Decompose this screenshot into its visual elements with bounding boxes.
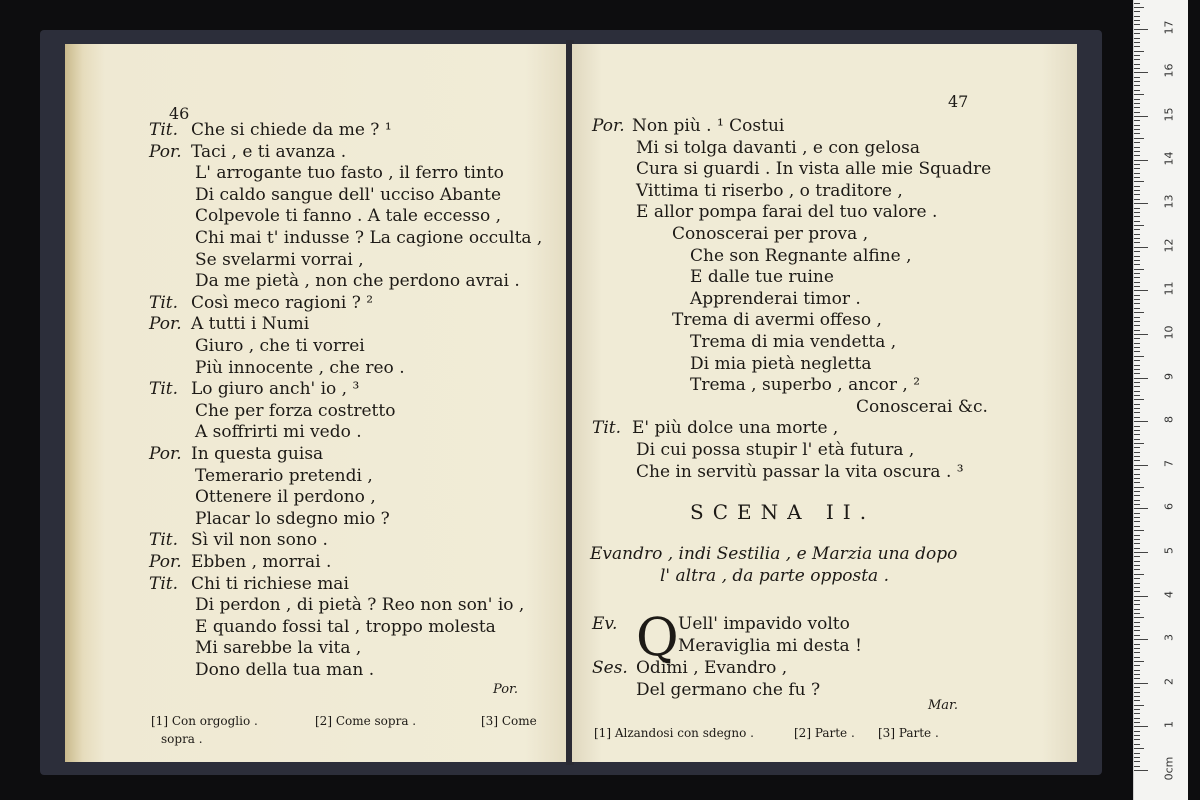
ruler-tick — [1134, 609, 1140, 610]
verse-line: Temerario pretendi , — [195, 465, 373, 486]
ruler-tick — [1134, 613, 1140, 614]
ruler-tick — [1134, 273, 1140, 274]
ruler-tick — [1134, 543, 1140, 544]
verse-line: Se svelarmi vorrai , — [195, 249, 364, 270]
ruler-tick — [1134, 38, 1140, 39]
measuring-ruler — [1133, 0, 1188, 800]
ruler-tick — [1134, 417, 1140, 418]
ruler-tick — [1134, 474, 1140, 475]
ruler-tick — [1134, 116, 1148, 117]
ruler-tick — [1134, 77, 1140, 78]
ruler-tick — [1134, 242, 1140, 243]
ruler-tick — [1134, 177, 1140, 178]
ruler-tick — [1134, 360, 1140, 361]
ruler-tick — [1134, 90, 1140, 91]
verse-line: Placar lo sdegno mio ? — [195, 508, 390, 529]
verse-line: Che in servitù passar la vita oscura . ³ — [636, 461, 964, 482]
page-number: 47 — [948, 92, 969, 111]
ruler-tick — [1134, 478, 1140, 479]
ruler-tick — [1134, 469, 1140, 470]
ruler-tick — [1134, 199, 1140, 200]
verse-line: Mi si tolga davanti , e con gelosa — [636, 137, 920, 158]
ruler-tick — [1134, 264, 1140, 265]
ruler-tick — [1134, 630, 1140, 631]
ruler-tick — [1134, 731, 1140, 732]
ruler-tick — [1134, 757, 1140, 758]
ruler-tick — [1134, 622, 1140, 623]
ruler-tick — [1134, 460, 1140, 461]
verse-line: Meraviglia mi desta ! — [678, 636, 862, 656]
ruler-tick — [1134, 212, 1140, 213]
ruler-tick — [1134, 190, 1140, 191]
ruler-tick — [1134, 221, 1140, 222]
footnote: [3] Parte . — [878, 726, 939, 740]
ruler-tick — [1134, 160, 1148, 161]
verse-line: Colpevole ti fanno . A tale eccesso , — [195, 206, 502, 227]
ruler-tick — [1134, 770, 1148, 771]
ruler-tick — [1134, 495, 1140, 496]
verse-line: Odimi , Evandro , — [636, 658, 788, 678]
footnote: [1] Con orgoglio . — [151, 714, 258, 728]
right-page — [572, 44, 1077, 762]
ruler-label: 4 — [1162, 590, 1176, 598]
ruler-tick — [1134, 412, 1140, 413]
ruler-tick — [1134, 500, 1140, 501]
ruler-tick — [1134, 216, 1140, 217]
ruler-label: 6 — [1162, 503, 1176, 511]
footnote: [1] Alzandosi con sdegno . — [594, 726, 754, 740]
stage-direction: Evandro , indi Sestilia , e Marzia una dopo — [590, 544, 958, 564]
verse-line: A tutti i Numi — [191, 314, 310, 335]
speaker-label: Ev. — [592, 614, 618, 634]
ruler-tick — [1134, 452, 1140, 453]
ruler-tick — [1134, 347, 1140, 348]
ruler-label: 7 — [1162, 459, 1176, 467]
verse-line: Conoscerai &c. — [856, 396, 988, 417]
ruler-tick — [1134, 33, 1140, 34]
scene-heading: SCENA II. — [690, 500, 876, 524]
ruler-tick — [1134, 247, 1148, 248]
ruler-tick — [1134, 569, 1140, 570]
ruler-tick — [1134, 72, 1148, 73]
ruler-tick — [1134, 639, 1148, 640]
verse-line: L' arrogante tuo fasto , il ferro tinto — [195, 163, 504, 184]
catchword: Por. — [493, 682, 518, 697]
ruler-tick — [1134, 456, 1140, 457]
verse-line: Che son Regnante alfine , — [690, 245, 912, 266]
ruler-tick — [1134, 29, 1148, 30]
ruler-tick — [1134, 229, 1140, 230]
ruler-tick — [1134, 151, 1140, 152]
ruler-label: 13 — [1162, 194, 1176, 209]
speaker-label: Tit. — [149, 573, 179, 594]
ruler-tick — [1134, 282, 1140, 283]
ruler-tick — [1134, 661, 1144, 662]
ruler-tick — [1134, 373, 1140, 374]
verse-line: Trema di mia vendetta , — [690, 332, 897, 352]
ruler-tick — [1134, 491, 1140, 492]
ruler-label: 14 — [1162, 151, 1176, 166]
ruler-label: 2 — [1162, 677, 1176, 685]
verse-line: Ottenere il perdono , — [195, 487, 376, 508]
ruler-tick — [1134, 748, 1144, 749]
ruler-tick — [1134, 426, 1140, 427]
verse-line: Che si chiede da me ? ¹ — [191, 120, 392, 140]
speaker-label: Ses. — [592, 658, 628, 678]
verse-line: Sì vil non sono . — [191, 530, 328, 551]
speaker-label: Por. — [149, 141, 182, 162]
ruler-tick — [1134, 539, 1140, 540]
ruler-tick — [1134, 696, 1140, 697]
ruler-tick — [1134, 735, 1140, 736]
ruler-tick — [1134, 234, 1140, 235]
ruler-tick — [1134, 59, 1140, 60]
ruler-tick — [1134, 186, 1140, 187]
verse-line: Apprenderai timor . — [690, 288, 861, 309]
ruler-label: 1 — [1162, 721, 1176, 729]
ruler-tick — [1134, 334, 1148, 335]
ruler-tick — [1134, 168, 1140, 169]
ruler-label: 10 — [1162, 325, 1176, 340]
speaker-label: Tit. — [149, 120, 179, 140]
speaker-label: Por. — [149, 552, 182, 572]
verse-line: Dono della tua man . — [195, 660, 375, 680]
verse-line: Mi sarebbe la vita , — [195, 638, 362, 659]
ruler-tick — [1134, 365, 1140, 366]
ruler-tick — [1134, 465, 1148, 466]
verse-line: Del germano che fu ? — [636, 680, 821, 700]
speaker-label: Por. — [149, 314, 182, 335]
ruler-tick — [1134, 674, 1140, 675]
ruler-tick — [1134, 256, 1140, 257]
ruler-tick — [1134, 487, 1144, 488]
ruler-tick — [1134, 260, 1140, 261]
footnote: sopra . — [161, 732, 203, 746]
verse-line: Di caldo sangue dell' ucciso Abante — [195, 184, 502, 205]
ruler-label: 9 — [1162, 372, 1176, 380]
verse-line: Da me pietà , non che perdono avrai . — [195, 271, 520, 292]
ruler-tick — [1134, 726, 1148, 727]
ruler-tick — [1134, 713, 1140, 714]
verse-line: Che per forza costretto — [195, 400, 396, 421]
ruler-tick — [1134, 678, 1140, 679]
ruler-tick — [1134, 295, 1140, 296]
ruler-tick — [1134, 578, 1140, 579]
verse-line: Più innocente , che reo . — [195, 357, 405, 378]
ruler-tick — [1134, 303, 1140, 304]
catchword: Mar. — [928, 698, 958, 713]
verse-line: Uell' impavido volto — [678, 614, 850, 634]
ruler-tick — [1134, 561, 1140, 562]
ruler-tick — [1134, 225, 1144, 226]
ruler-tick — [1134, 591, 1140, 592]
ruler-tick — [1134, 404, 1140, 405]
ruler-tick — [1134, 338, 1140, 339]
ruler-tick — [1134, 269, 1144, 270]
ruler-tick — [1134, 670, 1140, 671]
stage-direction: l' altra , da parte opposta . — [660, 566, 889, 586]
ruler-tick — [1134, 517, 1140, 518]
ruler-tick — [1134, 11, 1140, 12]
ruler-label: 5 — [1162, 547, 1176, 554]
ruler-tick — [1134, 155, 1140, 156]
ruler-tick — [1134, 408, 1140, 409]
ruler-tick — [1134, 744, 1140, 745]
verse-line: Giuro , che ti vorrei — [195, 336, 365, 356]
footnote: [2] Come sopra . — [315, 714, 417, 728]
ruler-tick — [1134, 700, 1140, 701]
ruler-tick — [1134, 447, 1140, 448]
verse-line: Così meco ragioni ? ² — [191, 292, 374, 313]
ruler-tick — [1134, 181, 1144, 182]
ruler-tick — [1134, 351, 1140, 352]
ruler-label: 17 — [1162, 20, 1176, 35]
ruler-tick — [1134, 138, 1144, 139]
verse-line: In questa guisa — [191, 444, 324, 464]
ruler-tick — [1134, 55, 1140, 56]
speaker-label: Tit. — [149, 379, 179, 400]
ruler-tick — [1134, 617, 1144, 618]
ruler-tick — [1134, 587, 1140, 588]
ruler-tick — [1134, 635, 1140, 636]
ruler-tick — [1134, 142, 1140, 143]
ruler-tick — [1134, 443, 1144, 444]
ruler-tick — [1134, 434, 1140, 435]
speaker-label: Por. — [149, 444, 182, 464]
speaker-label: Por. — [592, 116, 625, 136]
verse-line: E allor pompa farai del tuo valore . — [636, 202, 938, 223]
verse-line: Conoscerai per prova , — [672, 224, 869, 244]
verse-line: Lo giuro anch' io , ³ — [191, 379, 360, 400]
ruler-tick — [1134, 20, 1140, 21]
ruler-tick — [1134, 687, 1140, 688]
ruler-tick — [1134, 299, 1140, 300]
ruler-tick — [1134, 103, 1140, 104]
ruler-tick — [1134, 286, 1140, 287]
verse-line: Di mia pietà negletta — [690, 353, 872, 374]
ruler-tick — [1134, 548, 1140, 549]
drop-cap: Q — [636, 608, 679, 668]
ruler-tick — [1134, 81, 1140, 82]
ruler-tick — [1134, 68, 1140, 69]
ruler-label: 12 — [1162, 238, 1176, 253]
ruler-tick — [1134, 574, 1144, 575]
ruler-label: 16 — [1162, 63, 1176, 78]
ruler-tick — [1134, 203, 1148, 204]
ruler-tick — [1134, 356, 1144, 357]
ruler-tick — [1134, 46, 1140, 47]
ruler-tick — [1134, 51, 1144, 52]
verse-line: Ebben , morrai . — [191, 552, 332, 572]
ruler-tick — [1134, 657, 1140, 658]
ruler-tick — [1134, 526, 1140, 527]
ruler-tick — [1134, 85, 1140, 86]
ruler-tick — [1134, 277, 1140, 278]
ruler-tick — [1134, 321, 1140, 322]
verse-line: Vittima ti riserbo , o traditore , — [636, 180, 903, 201]
ruler-tick — [1134, 24, 1140, 25]
ruler-tick — [1134, 42, 1140, 43]
ruler-tick — [1134, 395, 1140, 396]
ruler-tick — [1134, 521, 1140, 522]
ruler-tick — [1134, 343, 1140, 344]
ruler-tick — [1134, 378, 1148, 379]
ruler-tick — [1134, 94, 1144, 95]
ruler-tick — [1134, 683, 1148, 684]
verse-line: Cura si guardi . In vista alle mie Squadre — [636, 159, 992, 180]
speaker-label: Tit. — [149, 530, 179, 551]
ruler-tick — [1134, 652, 1140, 653]
ruler-tick — [1134, 600, 1140, 601]
ruler-tick — [1134, 626, 1140, 627]
ruler-tick — [1134, 125, 1140, 126]
ruler-tick — [1134, 290, 1148, 291]
ruler-tick — [1134, 508, 1148, 509]
ruler-tick — [1134, 530, 1144, 531]
verse-line: Chi ti richiese mai — [191, 573, 349, 594]
ruler-tick — [1134, 133, 1140, 134]
speaker-label: Tit. — [592, 418, 622, 439]
ruler-tick — [1134, 330, 1140, 331]
verse-line: E dalle tue ruine — [690, 267, 834, 288]
ruler-tick — [1134, 369, 1140, 370]
ruler-label: 0cm — [1162, 756, 1176, 781]
verse-line: Trema , superbo , ancor , ² — [690, 375, 921, 396]
ruler-tick — [1134, 325, 1140, 326]
ruler-tick — [1134, 120, 1140, 121]
ruler-tick — [1134, 753, 1140, 754]
verse-line: A soffrirti mi vedo . — [195, 422, 362, 443]
ruler-tick — [1134, 705, 1144, 706]
ruler-tick — [1134, 194, 1140, 195]
verse-line: Di perdon , di pietà ? Reo non son' io , — [195, 595, 525, 616]
ruler-tick — [1134, 482, 1140, 483]
ruler-tick — [1134, 386, 1140, 387]
ruler-tick — [1134, 692, 1140, 693]
footnote: [3] Come — [481, 714, 537, 728]
verse-line: Taci , e ti avanza . — [191, 141, 347, 162]
ruler-tick — [1134, 399, 1144, 400]
ruler-tick — [1134, 739, 1140, 740]
ruler-tick — [1134, 648, 1140, 649]
ruler-tick — [1134, 112, 1140, 113]
ruler-tick — [1134, 99, 1140, 100]
ruler-label: 15 — [1162, 107, 1176, 122]
ruler-tick — [1134, 504, 1140, 505]
ruler-label: 3 — [1162, 634, 1176, 642]
ruler-tick — [1134, 391, 1140, 392]
ruler-tick — [1134, 382, 1140, 383]
verse-line: E' più dolce una morte , — [632, 418, 839, 439]
ruler-tick — [1134, 766, 1140, 767]
ruler-tick — [1134, 312, 1144, 313]
ruler-tick — [1134, 556, 1140, 557]
ruler-label: 8 — [1162, 416, 1176, 424]
ruler-tick — [1134, 665, 1140, 666]
speaker-label: Tit. — [149, 292, 179, 313]
ruler-tick — [1134, 64, 1140, 65]
ruler-tick — [1134, 761, 1140, 762]
ruler-tick — [1134, 430, 1140, 431]
ruler-tick — [1134, 565, 1140, 566]
ruler-tick — [1134, 147, 1140, 148]
ruler-tick — [1134, 16, 1140, 17]
verse-line: Non più . ¹ Costui — [632, 116, 785, 136]
ruler-tick — [1134, 129, 1140, 130]
verse-line: Di cui possa stupir l' età futura , — [636, 440, 915, 460]
ruler-tick — [1134, 722, 1140, 723]
verse-line: Trema di avermi offeso , — [672, 310, 882, 331]
ruler-tick — [1134, 604, 1140, 605]
ruler-tick — [1134, 644, 1140, 645]
ruler-tick — [1134, 308, 1140, 309]
ruler-tick — [1134, 709, 1140, 710]
ruler-tick — [1134, 3, 1140, 4]
ruler-tick — [1134, 535, 1140, 536]
ruler-tick — [1134, 164, 1140, 165]
ruler-tick — [1134, 421, 1148, 422]
left-page — [65, 44, 568, 762]
ruler-tick — [1134, 107, 1140, 108]
ruler-tick — [1134, 439, 1140, 440]
ruler-tick — [1134, 596, 1148, 597]
ruler-label: 11 — [1162, 281, 1176, 296]
ruler-tick — [1134, 7, 1144, 8]
verse-line: E quando fossi tal , troppo molesta — [195, 616, 496, 637]
footnote: [2] Parte . — [794, 726, 855, 740]
ruler-tick — [1134, 552, 1148, 553]
ruler-tick — [1134, 718, 1140, 719]
ruler-tick — [1134, 251, 1140, 252]
ruler-tick — [1134, 238, 1140, 239]
ruler-tick — [1134, 173, 1140, 174]
ruler-tick — [1134, 513, 1140, 514]
ruler-tick — [1134, 208, 1140, 209]
page-number: 46 — [169, 104, 190, 123]
verse-line: Chi mai t' indusse ? La cagione occulta , — [195, 228, 543, 248]
ruler-tick — [1134, 317, 1140, 318]
ruler-tick — [1134, 583, 1140, 584]
